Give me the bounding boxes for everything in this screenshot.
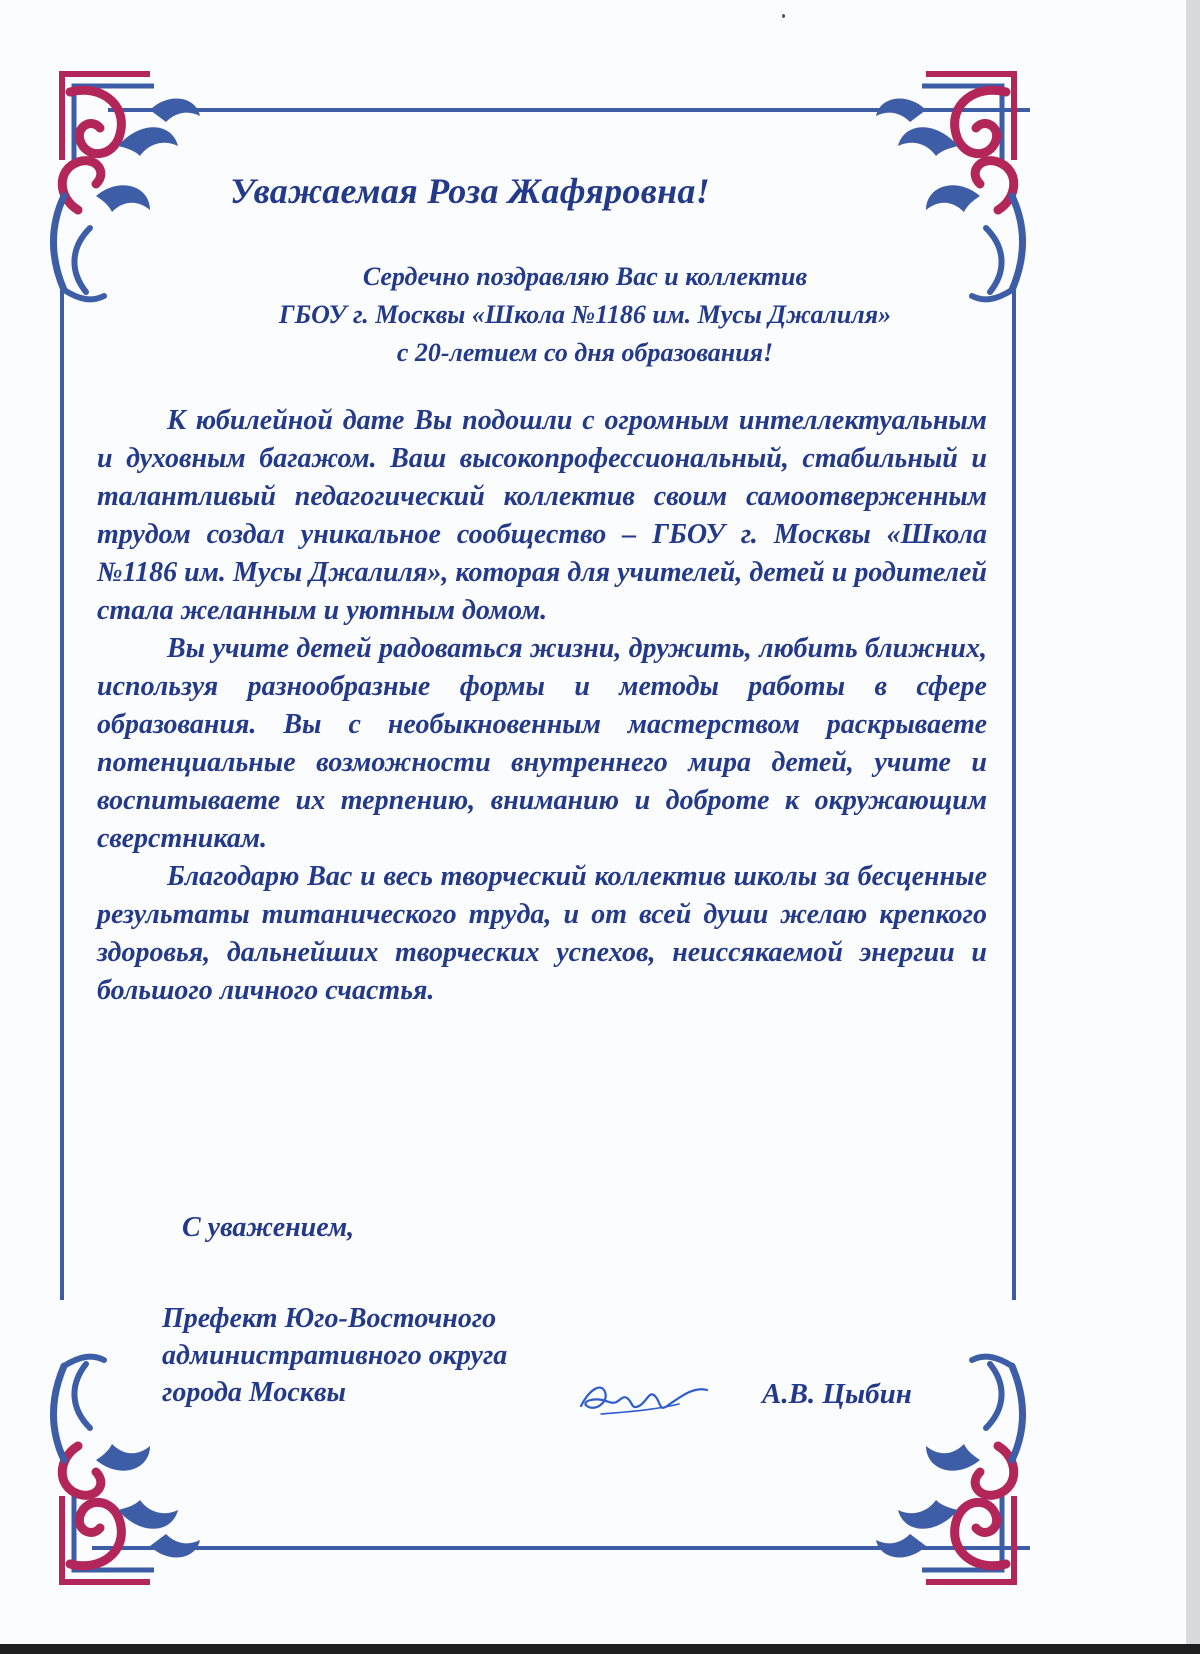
handwritten-signature <box>575 1372 715 1422</box>
intro-line: ГБОУ г. Москвы «Школа №1186 им. Мусы Джалиля» <box>278 300 892 329</box>
intro-line: Сердечно поздравляю Вас и коллектив <box>362 262 808 291</box>
intro-block <box>150 258 1020 372</box>
position-line: города Москвы <box>162 1377 346 1408</box>
letter-body <box>97 402 987 1010</box>
greeting-heading: Уважаемая Роза Жафяровна! <box>230 171 711 211</box>
body-paragraph: Благодарю Вас и весь творческий коллектив школы за бесценные результаты титанического труда, и от всей души желаю крепкого здоровья, дальнейших творческих успехов, неиссякаемой энергии и большого личного счастья. <box>97 861 987 1006</box>
closing-salutation: С уважением, <box>182 1212 355 1243</box>
intro-line: с 20-летием со дня образования! <box>396 338 774 367</box>
position-line: административного округа <box>162 1340 508 1371</box>
position-line: Префект Юго-Восточного <box>162 1303 497 1334</box>
signer-name: А.В. Цыбин <box>762 1378 912 1410</box>
body-paragraph: К юбилейной дате Вы подошли с огромным интеллектуальным и духовным багажом. Ваш высокопрофессиональный, стабильный и талантливый педагогический коллектив своим самоотверженным трудом создал уникальное сообщество – ГБОУ г. Москвы «Школа №1186 им. Мусы Джалиля», которая для учителей, детей и родителей стала желанным и уютным домом. <box>97 405 987 626</box>
body-paragraph: Вы учите детей радоваться жизни, дружить, любить ближних, используя разнообразные формы и методы работы в сфере образования. Вы с необыкновенным мастерством раскрываете потенциальные возможности внутреннего мира детей, учите и воспитываете их терпению, вниманию и доброте к окружающим сверстникам. <box>97 633 987 854</box>
